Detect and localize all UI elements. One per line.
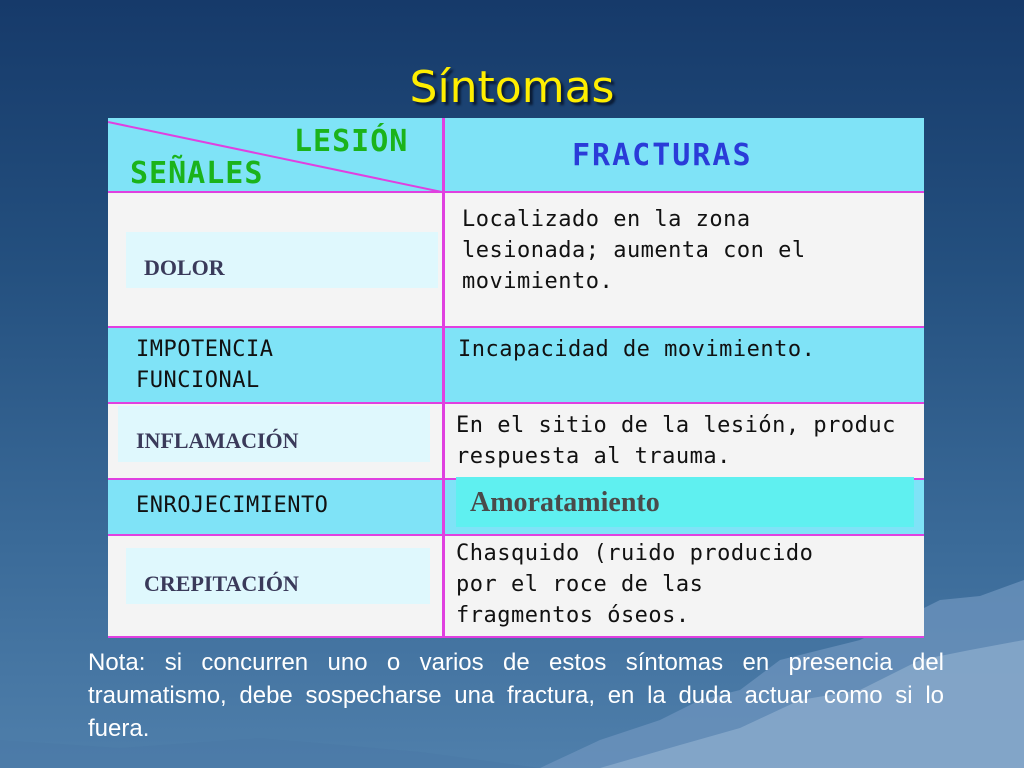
- sign-text: ENROJECIMIENTO: [136, 493, 329, 518]
- header-fracturas: FRACTURAS: [572, 138, 753, 173]
- description-text: Chasquido (ruido producido por el roce de las fragmentos óseos.: [456, 541, 814, 628]
- description-cell: [444, 536, 924, 638]
- sign-cell: [108, 328, 442, 402]
- description-text: En el sitio de la lesión, produc respuesta al trauma.: [456, 413, 896, 469]
- symptoms-table: [108, 118, 924, 638]
- column-divider: [442, 118, 445, 638]
- header-cell-right: [444, 118, 924, 192]
- slide-title: Síntomas: [409, 62, 615, 113]
- description-text: Incapacidad de movimiento.: [458, 337, 816, 362]
- description-cell: [444, 328, 924, 402]
- sign-cell: [108, 480, 442, 534]
- header-lesion: LESIÓN: [294, 124, 409, 159]
- divider-line: [108, 636, 924, 638]
- amoratamiento-label: Amoratamiento: [456, 477, 914, 527]
- header-cell-left: [108, 118, 442, 192]
- note-text: Nota: si concurren uno o varios de estos síntomas en presencia del traumatismo, debe sospecharse una fractura, en la duda actuar como si lo fuera.: [88, 649, 944, 742]
- sign-text: IMPOTENCIA FUNCIONAL: [136, 337, 274, 393]
- description-cell: [444, 194, 924, 326]
- table-row: [108, 404, 924, 478]
- description-text: Localizado en la zona lesionada; aumenta con el movimiento.: [462, 207, 806, 294]
- table-row: [108, 536, 924, 638]
- sign-label: INFLAMACIÓN: [118, 406, 430, 462]
- table-row: [108, 194, 924, 326]
- sign-cell: [108, 404, 442, 478]
- header-senales: SEÑALES: [130, 156, 264, 191]
- sign-cell: [108, 194, 442, 326]
- description-cell: [444, 404, 924, 478]
- sign-cell: [108, 536, 442, 638]
- sign-label: DOLOR: [126, 232, 438, 288]
- divider-line: [108, 191, 924, 193]
- table-header-row: [108, 118, 924, 192]
- table-row: [108, 328, 924, 402]
- sign-label: CREPITACIÓN: [126, 548, 430, 604]
